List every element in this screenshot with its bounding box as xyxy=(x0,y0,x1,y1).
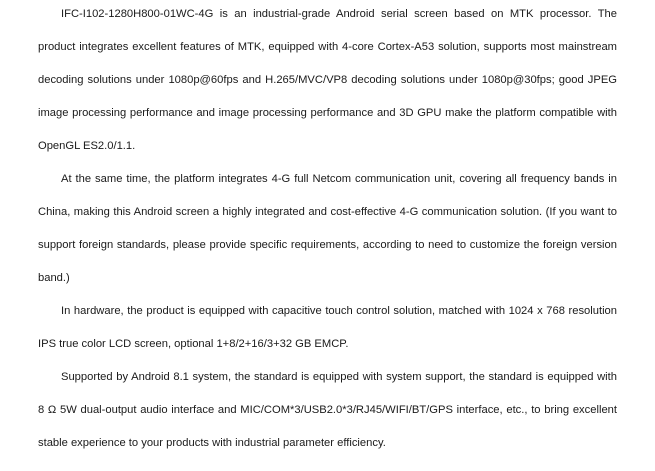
paragraph-product-overview: IFC-I102-1280H800-01WC-4G is an industrial-grade Android serial screen based on MTK processor. The product integrates excellent features of MTK, equipped with 4-core Cortex-A53 solution, supports most mainstream decoding solutions under 1080p@60fps and H.265/MVC/VP8 decoding solutions under 1080p@30fps; good JPEG image processing performance and image processing performance and 3D GPU make the platform compatible with OpenGL ES2.0/1.1. xyxy=(38,8,617,152)
paragraph-system-support: Supported by Android 8.1 system, the standard is equipped with system support, the standard is equipped with 8 Ω 5W dual-output audio interface and MIC/COM*3/USB2.0*3/RJ45/WIFI/BT/GPS interface, etc., to bring excellent stable experience to your products with industrial parameter efficiency. xyxy=(38,371,617,449)
paragraph-hardware: In hardware, the product is equipped with capacitive touch control solution, matched with 1024 x 768 resolution IPS true color LCD screen, optional 1+8/2+16/3+32 GB EMCP. xyxy=(38,305,617,350)
paragraph-communication-unit: At the same time, the platform integrates 4-G full Netcom communication unit, covering all frequency bands in China, making this Android screen a highly integrated and cost-effective 4-G communication solution. (If you want to support foreign standards, please provide specific requirements, according to need to customize the foreign version band.) xyxy=(38,173,617,284)
